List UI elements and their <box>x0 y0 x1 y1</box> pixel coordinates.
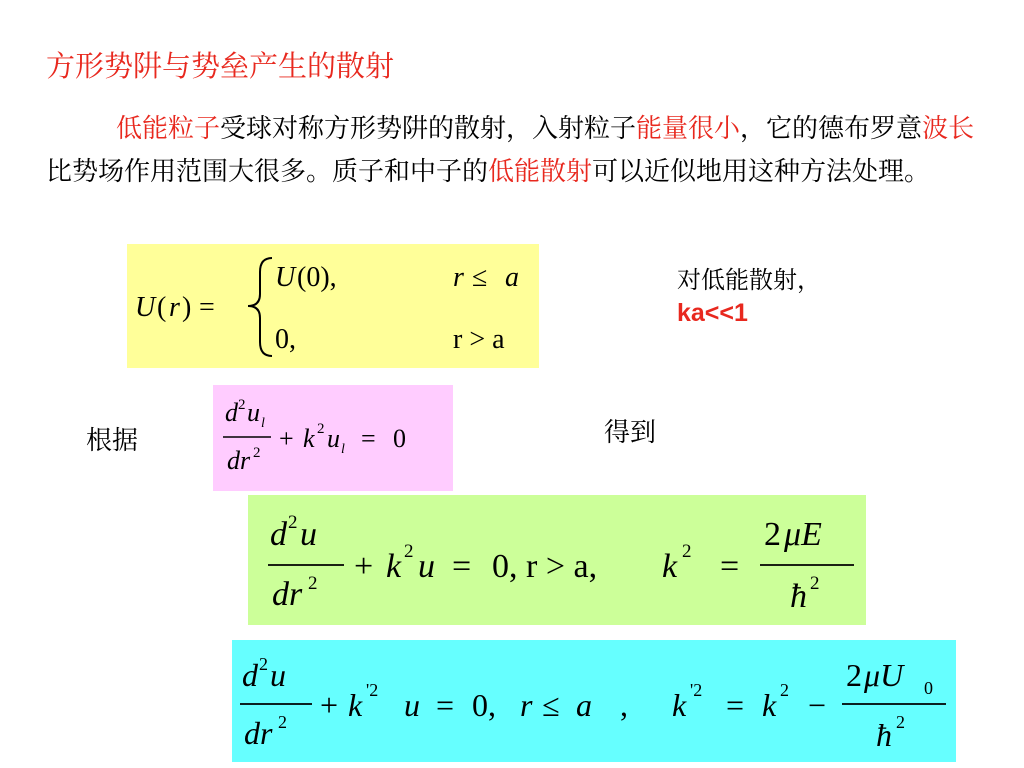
svg-text:d: d <box>225 398 238 427</box>
svg-text:μE: μE <box>784 516 822 553</box>
svg-text:'2: '2 <box>366 680 379 700</box>
svg-text:+: + <box>279 424 294 453</box>
svg-text:≤: ≤ <box>542 687 560 723</box>
svg-text:2: 2 <box>308 573 318 594</box>
brace-icon <box>248 258 272 356</box>
paragraph-text: 受球对称方形势阱的散射，入射粒子 <box>220 114 637 144</box>
svg-text:r: r <box>169 292 180 323</box>
svg-text:a: a <box>505 262 519 293</box>
svg-text:l: l <box>261 416 265 431</box>
svg-text:+: + <box>320 687 339 723</box>
svg-text:u: u <box>247 398 260 427</box>
svg-text:(: ( <box>157 292 167 323</box>
potential-equation-box <box>127 244 539 368</box>
svg-text:(0),: (0), <box>297 262 337 293</box>
svg-text:2: 2 <box>896 712 905 732</box>
svg-text:dr: dr <box>272 576 303 613</box>
svg-text:0: 0 <box>924 678 933 698</box>
svg-text:≤: ≤ <box>472 262 488 293</box>
svg-text:2: 2 <box>764 516 781 553</box>
svg-text:2: 2 <box>253 445 261 461</box>
svg-text:k: k <box>762 687 777 723</box>
svg-text:u: u <box>270 657 286 693</box>
paragraph-text: ，它的德布罗意 <box>740 114 923 144</box>
svg-text:r: r <box>453 262 464 293</box>
svg-text:0, r > a,: 0, r > a, <box>492 548 598 585</box>
svg-text:u: u <box>300 516 317 553</box>
svg-text:r: r <box>520 687 533 723</box>
paragraph-text: 比势场作用范围大很多。质子和中子的 <box>46 157 489 187</box>
svg-text:d: d <box>242 657 258 693</box>
label-obtain: 得到 <box>604 418 657 448</box>
svg-text:u: u <box>327 424 340 453</box>
svg-text:ħ: ħ <box>790 578 807 615</box>
svg-text:=: = <box>452 548 472 585</box>
page-title: 方形势阱与势垒产生的散射 <box>46 49 395 83</box>
svg-text:2: 2 <box>288 512 298 533</box>
svg-text:2: 2 <box>780 680 789 700</box>
radial-equation-box <box>213 385 453 491</box>
svg-text:+: + <box>354 548 374 585</box>
svg-text:=: = <box>436 687 455 723</box>
svg-text:=: = <box>199 292 215 323</box>
svg-text:0,: 0, <box>275 324 296 355</box>
highlight-low-energy-particle: 低能粒子 <box>116 114 221 144</box>
svg-text:dr: dr <box>244 715 273 751</box>
svg-text:2: 2 <box>846 657 862 693</box>
intro-paragraph <box>46 108 978 194</box>
svg-text:k: k <box>662 548 678 585</box>
svg-text:2: 2 <box>278 712 287 732</box>
svg-text:−: − <box>808 687 827 723</box>
svg-text:U: U <box>275 262 296 293</box>
svg-text:2: 2 <box>810 573 820 594</box>
svg-text:,: , <box>620 687 628 723</box>
svg-text:dr: dr <box>227 446 251 475</box>
potential-equation <box>127 244 539 368</box>
svg-text:0,: 0, <box>472 687 496 723</box>
outside-equation <box>248 495 866 625</box>
svg-text:l: l <box>341 442 345 457</box>
svg-text:=: = <box>720 548 740 585</box>
outside-equation-box <box>248 495 866 625</box>
svg-text:2: 2 <box>317 421 325 437</box>
svg-text:): ) <box>182 292 192 323</box>
highlight-low-energy-scattering: 低能散射 <box>488 157 593 187</box>
paragraph-text: 可以近似地用这种方法处理。 <box>592 157 931 187</box>
svg-text:=: = <box>726 687 745 723</box>
highlight-low-energy: 能量很小 <box>636 114 741 144</box>
svg-text:μU: μU <box>864 657 904 693</box>
svg-text:k: k <box>303 424 315 453</box>
svg-text:r > a: r > a <box>453 324 505 355</box>
side-note-line2: ka<<1 <box>677 299 748 327</box>
svg-text:2: 2 <box>682 541 692 562</box>
svg-text:2: 2 <box>404 541 414 562</box>
svg-text:0: 0 <box>393 424 406 453</box>
svg-text:'2: '2 <box>690 680 703 700</box>
svg-text:ħ: ħ <box>876 717 892 753</box>
svg-text:k: k <box>672 687 687 723</box>
svg-text:u: u <box>404 687 420 723</box>
svg-text:2: 2 <box>259 654 268 674</box>
svg-text:2: 2 <box>238 397 246 413</box>
svg-text:=: = <box>361 424 376 453</box>
label-according-to: 根据 <box>86 426 139 456</box>
svg-text:k: k <box>386 548 402 585</box>
side-note <box>677 260 821 328</box>
side-note-line1: 对低能散射， <box>677 266 821 294</box>
svg-text:u: u <box>418 548 435 585</box>
svg-text:k: k <box>348 687 363 723</box>
svg-text:d: d <box>270 516 287 553</box>
inside-equation-box <box>232 640 956 762</box>
radial-equation <box>213 385 453 491</box>
svg-text:a: a <box>576 687 592 723</box>
svg-text:U: U <box>135 292 156 323</box>
inside-equation <box>232 640 956 762</box>
highlight-wavelength: 波长 <box>922 114 975 144</box>
